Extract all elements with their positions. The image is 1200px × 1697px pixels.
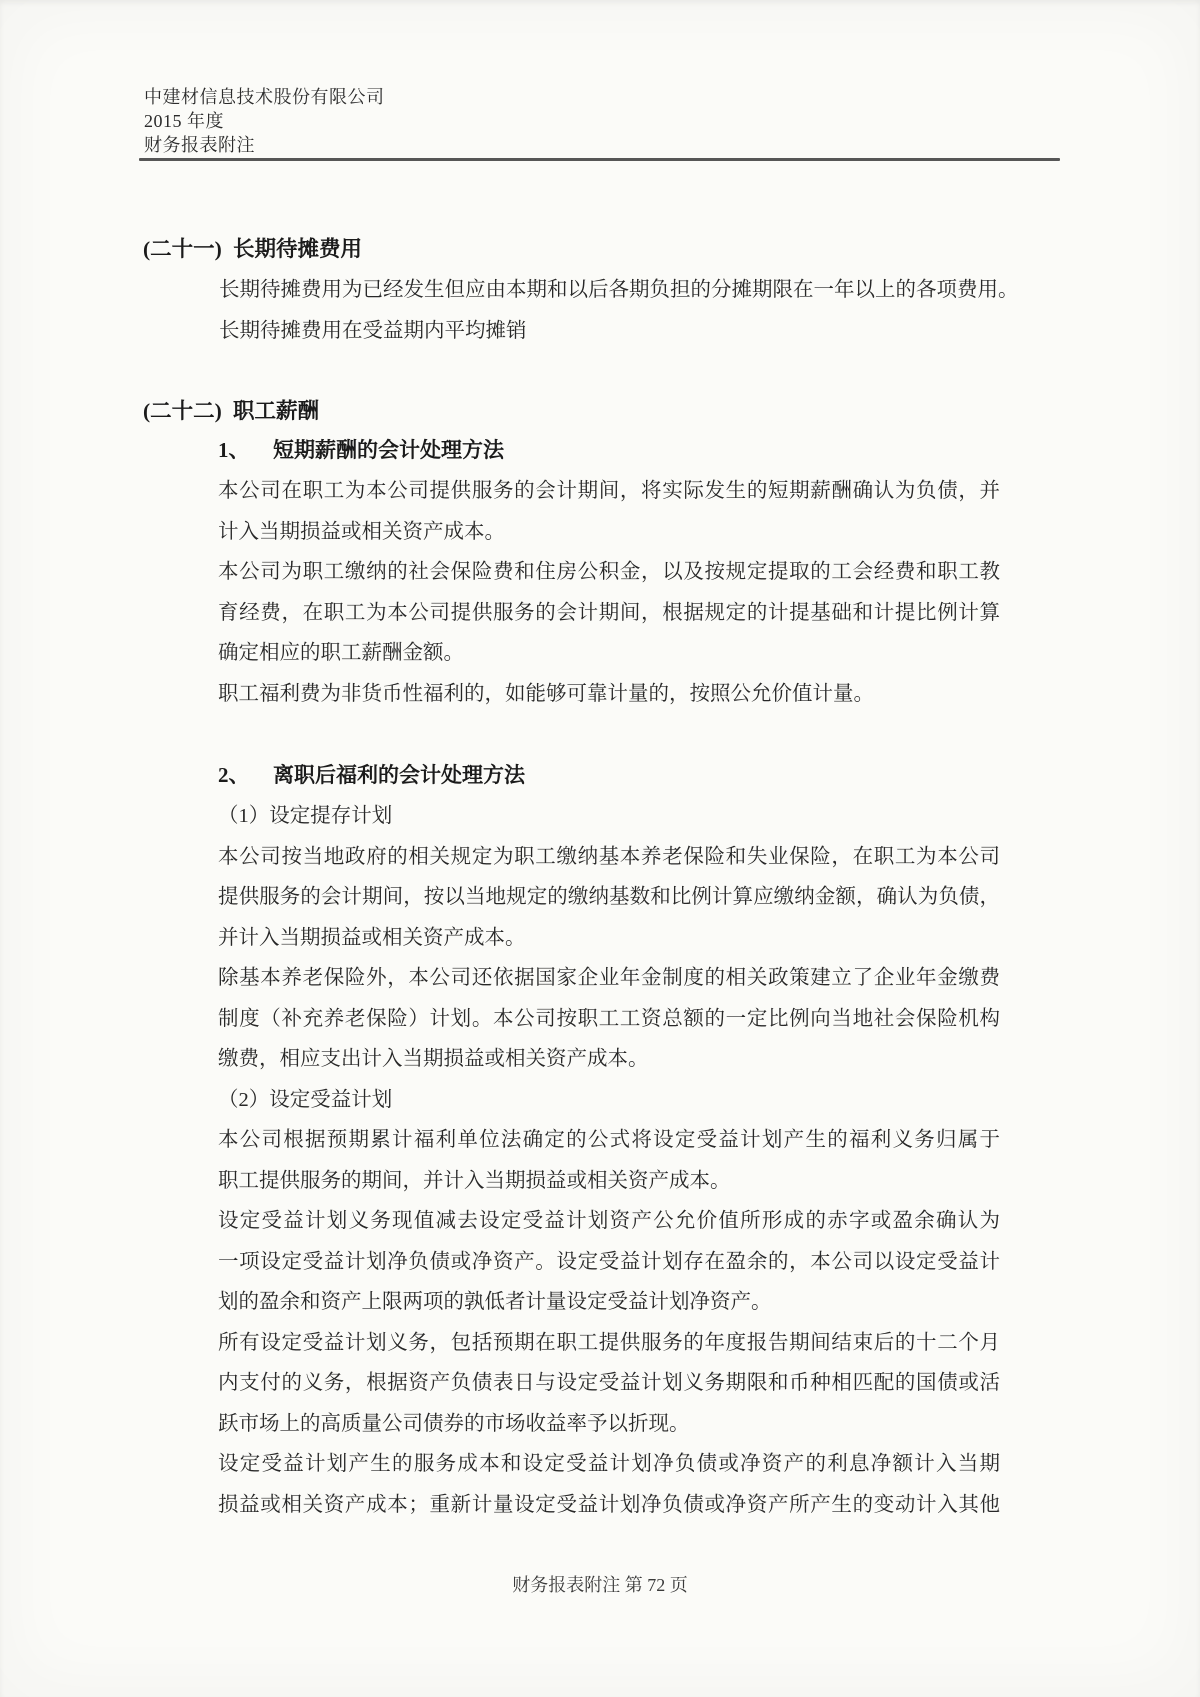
paragraph-line: 制度（补充养老保险）计划。本公司按职工工资总额的一定比例向当地社会保险机构 [218,1007,1000,1030]
paragraph [218,1444,1000,1525]
paragraph-line: 跃市场上的高质量公司债券的市场收益率予以折现。 [218,1412,690,1435]
paragraph [218,958,1000,1080]
paragraph-line: 提供服务的会计期间，按以当地规定的缴纳基数和比例计算应缴纳金额，确认为负债， [218,886,1000,908]
paragraph-line: 所有设定受益计划义务，包括预期在职工提供服务的年度报告期间结束后的十二个月 [218,1331,1000,1354]
subsection-title: 离职后福利的会计处理方法 [273,763,525,787]
paragraph-line: 本公司在职工为本公司提供服务的会计期间，将实际发生的短期薪酬确认为负债，并 [218,480,1000,502]
paragraph-line: （1）设定提存计划 [218,805,393,827]
paragraph-line: 计入当期损益或相关资产成本。 [218,520,505,543]
paragraph-line: 长期待摊费用在受益期内平均摊销 [219,319,527,342]
header-rule [139,158,1060,161]
subsection-heading [218,755,1000,796]
subsection-number: 1、 [218,438,250,462]
paragraph-line: 除基本养老保险外，本公司还依据国家企业年金制度的相关政策建立了企业年金缴费 [218,967,1000,989]
clause-item [218,1080,1000,1121]
section-heading [143,391,319,432]
section [143,229,1049,351]
paragraph [219,270,1049,311]
subsection-body [218,796,1000,1525]
paragraph-line: 内支付的义务，根据资产负债表日与设定受益计划义务期限和币种相匹配的国债或活 [218,1372,1000,1394]
paragraph [219,311,1049,352]
paragraph-line: 本公司按当地政府的相关规定为职工缴纳基本养老保险和失业保险，在职工为本公司 [218,845,1000,868]
paragraph-line: 设定受益计划义务现值减去设定受益计划资产公允价值所形成的赤字或盈余确认为 [218,1210,1000,1232]
paragraph-line: 职工福利费为非货币性福利的，如能够可靠计量的，按照公允价值计量。 [218,682,874,705]
paragraph-line: 职工提供服务的期间，并计入当期损益或相关资产成本。 [218,1169,731,1192]
section-heading [143,229,1049,270]
paragraph-line: 育经费，在职工为本公司提供服务的会计期间，根据规定的计提基础和计提比例计算 [218,601,1000,624]
subsection-heading [218,430,1000,471]
subsection-number: 2、 [218,763,250,787]
paragraph-line: 本公司根据预期累计福利单位法确定的公式将设定受益计划产生的福利义务归属于 [218,1129,1000,1151]
header-fiscal-year: 2015 年度 [144,111,224,131]
page-header [144,85,385,157]
section-body [219,270,1049,351]
paragraph [218,837,1000,959]
section-title: 职工薪酬 [233,399,320,423]
paragraph-line: 划的盈余和资产上限两项的孰低者计量设定受益计划净资产。 [218,1291,772,1313]
clause-item [218,796,1000,837]
footer-page-label: 财务报表附注 第 72 页 [512,1575,688,1595]
paragraph-line: 缴费，相应支出计入当期损益或相关资产成本。 [218,1048,649,1070]
paragraph [218,1120,1000,1201]
paragraph [218,552,1000,674]
subsection-body [218,471,1000,714]
subsection [218,755,1000,1525]
section-label: (二十二) [143,399,222,423]
paragraph-line: 长期待摊费用为已经发生但应由本期和以后各期负担的分摊期限在一年以上的各项费用。 [219,279,1019,301]
paragraph [218,1323,1000,1445]
page-footer [0,1565,1200,1605]
paragraph-line: 设定受益计划产生的服务成本和设定受益计划净负债或净资产的利息净额计入当期 [218,1453,1000,1475]
paragraph-line: 损益或相关资产成本；重新计量设定受益计划净负债或净资产所产生的变动计入其他 [218,1493,1000,1516]
subsection-title: 短期薪酬的会计处理方法 [273,438,504,462]
section-label: (二十一) [143,237,222,261]
paragraph [218,1201,1000,1323]
paragraph [218,471,1000,552]
section-title: 长期待摊费用 [233,237,363,261]
paragraph-line: 本公司为职工缴纳的社会保险费和住房公积金，以及按规定提取的工会经费和职工教 [218,561,1000,583]
subsection [218,430,1000,714]
paragraph-line: （2）设定受益计划 [218,1088,393,1111]
header-doc-type: 财务报表附注 [144,135,255,155]
paragraph [218,674,1000,715]
paragraph-line: 并计入当期损益或相关资产成本。 [218,926,526,949]
paragraph-line: 一项设定受益计划净负债或净资产。设定受益计划存在盈余的，本公司以设定受益计 [218,1250,1000,1273]
header-company-name: 中建材信息技术股份有限公司 [144,87,385,107]
paragraph-line: 确定相应的职工薪酬金额。 [218,642,464,664]
section [143,391,319,432]
